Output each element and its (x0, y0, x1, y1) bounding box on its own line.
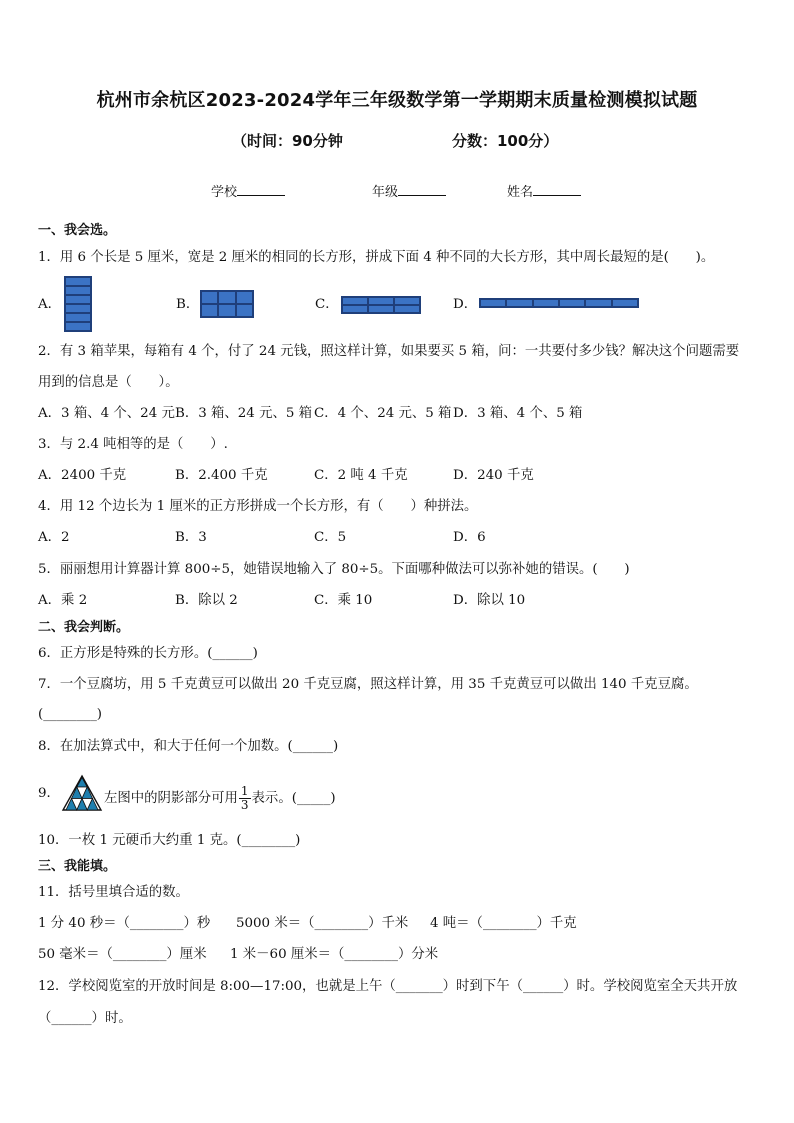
name-field[interactable] (507, 181, 581, 200)
q5-option-a: A．乘 2 (38, 593, 88, 608)
q11-item-3: 4 吨＝（________）千克 (430, 916, 577, 931)
name-label: 姓名 (507, 185, 534, 200)
exam-time: （时间：90分钟 (232, 132, 343, 150)
question-2-line-2: 用到的信息是（ ）。 (38, 375, 179, 390)
q5-option-c: C．乘 10 (314, 593, 373, 608)
question-12-line-1: 12．学校阅览室的开放时间是 8:00—17:00，也就是上午（_______）时到下午（______）时。学校阅览室全天共开放 (38, 979, 738, 994)
q4-option-d: D．6 (453, 530, 486, 545)
triangle-shading-figure (61, 774, 103, 812)
section-heading-choice: 一、我会选。 (38, 223, 117, 238)
q2-option-d: D．3 箱、4 个、5 箱 (453, 406, 583, 421)
question-7-line-2: (________) (38, 707, 103, 722)
fraction-one-third: $\frac{1}{3}$ (240, 784, 249, 812)
page-title: 杭州市余杭区2023-2024学年三年级数学第一学期期末质量检测模拟试题 (96, 90, 698, 111)
q3-option-c: C．2 吨 4 千克 (314, 468, 408, 483)
exam-score: 分数：100分） (452, 132, 559, 150)
question-6: 6．正方形是特殊的长方形。(______) (38, 646, 258, 661)
question-2-line-1: 2．有 3 箱苹果，每箱有 4 个，付了 24 元钱，照这样计算，如果要买 5 箱，问：一共要付多少钱？解决这个问题需要 (38, 344, 740, 359)
q1-figure-c-rectangles (341, 296, 421, 314)
q1-option-b-label: B． (176, 297, 200, 312)
question-7-line-1: 7．一个豆腐坊，用 5 千克黄豆可以做出 20 千克豆腐，照这样计算，用 35 千克黄豆可以做出 140 千克豆腐。 (38, 677, 698, 692)
q4-option-c: C．5 (314, 530, 347, 545)
q1-option-d-label: D． (453, 297, 478, 312)
q5-option-d: D．除以 10 (453, 593, 526, 608)
question-4: 4．用 12 个边长为 1 厘米的正方形拼成一个长方形，有（ ）种拼法。 (38, 499, 478, 514)
q2-option-a: A．3 箱、4 个、24 元 (38, 406, 175, 421)
q4-option-a: A．2 (38, 530, 70, 545)
question-3: 3．与 2.4 吨相等的是（ ）. (38, 437, 228, 452)
q4-option-b: B．3 (175, 530, 207, 545)
q1-figure-d-rectangles (479, 298, 639, 308)
question-9-number: 9． (38, 786, 60, 801)
question-1: 1．用 6 个长是 5 厘米，宽是 2 厘米的相同的长方形，拼成下面 4 种不同的大长方形，其中周长最短的是( )。 (38, 250, 715, 265)
q5-option-b: B．除以 2 (175, 593, 238, 608)
q2-option-c: C．4 个、24 元、5 箱 (314, 406, 452, 421)
section-heading-judge: 二、我会判断。 (38, 620, 130, 635)
q2-option-b: B．3 箱、24 元、5 箱 (175, 406, 313, 421)
question-8: 8．在加法算式中，和大于任何一个加数。(______) (38, 739, 339, 754)
q11-item-2: 5000 米＝（________）千米 (236, 916, 409, 931)
question-11: 11．括号里填合适的数。 (38, 885, 189, 900)
grade-field[interactable] (372, 181, 446, 200)
school-label: 学校 (211, 185, 238, 200)
grade-label: 年级 (372, 185, 399, 200)
q3-option-b: B．2.400 千克 (175, 468, 268, 483)
q11-item-1: 1 分 40 秒＝（________）秒 (38, 916, 211, 931)
question-9-text: 左图中的阴影部分可用 $\frac{1}{3}$ 表示。(_____) (104, 784, 336, 812)
q3-option-a: A．2400 千克 (38, 468, 127, 483)
q1-figure-b-rectangles (200, 290, 254, 318)
q1-option-a-label: A． (38, 297, 62, 312)
section-heading-fill: 三、我能填。 (38, 859, 117, 874)
q1-figure-a-rectangles (64, 276, 92, 332)
question-5: 5．丽丽想用计算器计算 800÷5，她错误地输入了 80÷5。下面哪种做法可以弥补她的错误。( ) (38, 562, 630, 577)
school-field[interactable] (211, 181, 285, 200)
question-12-line-2: （______）时。 (38, 1011, 132, 1026)
q1-option-c-label: C． (315, 297, 339, 312)
question-10: 10．一枚 1 元硬币大约重 1 克。(________) (38, 833, 301, 848)
q11-item-5: 1 米－60 厘米＝（________）分米 (230, 947, 439, 962)
q11-item-4: 50 毫米＝（________）厘米 (38, 947, 207, 962)
q3-option-d: D．240 千克 (453, 468, 534, 483)
